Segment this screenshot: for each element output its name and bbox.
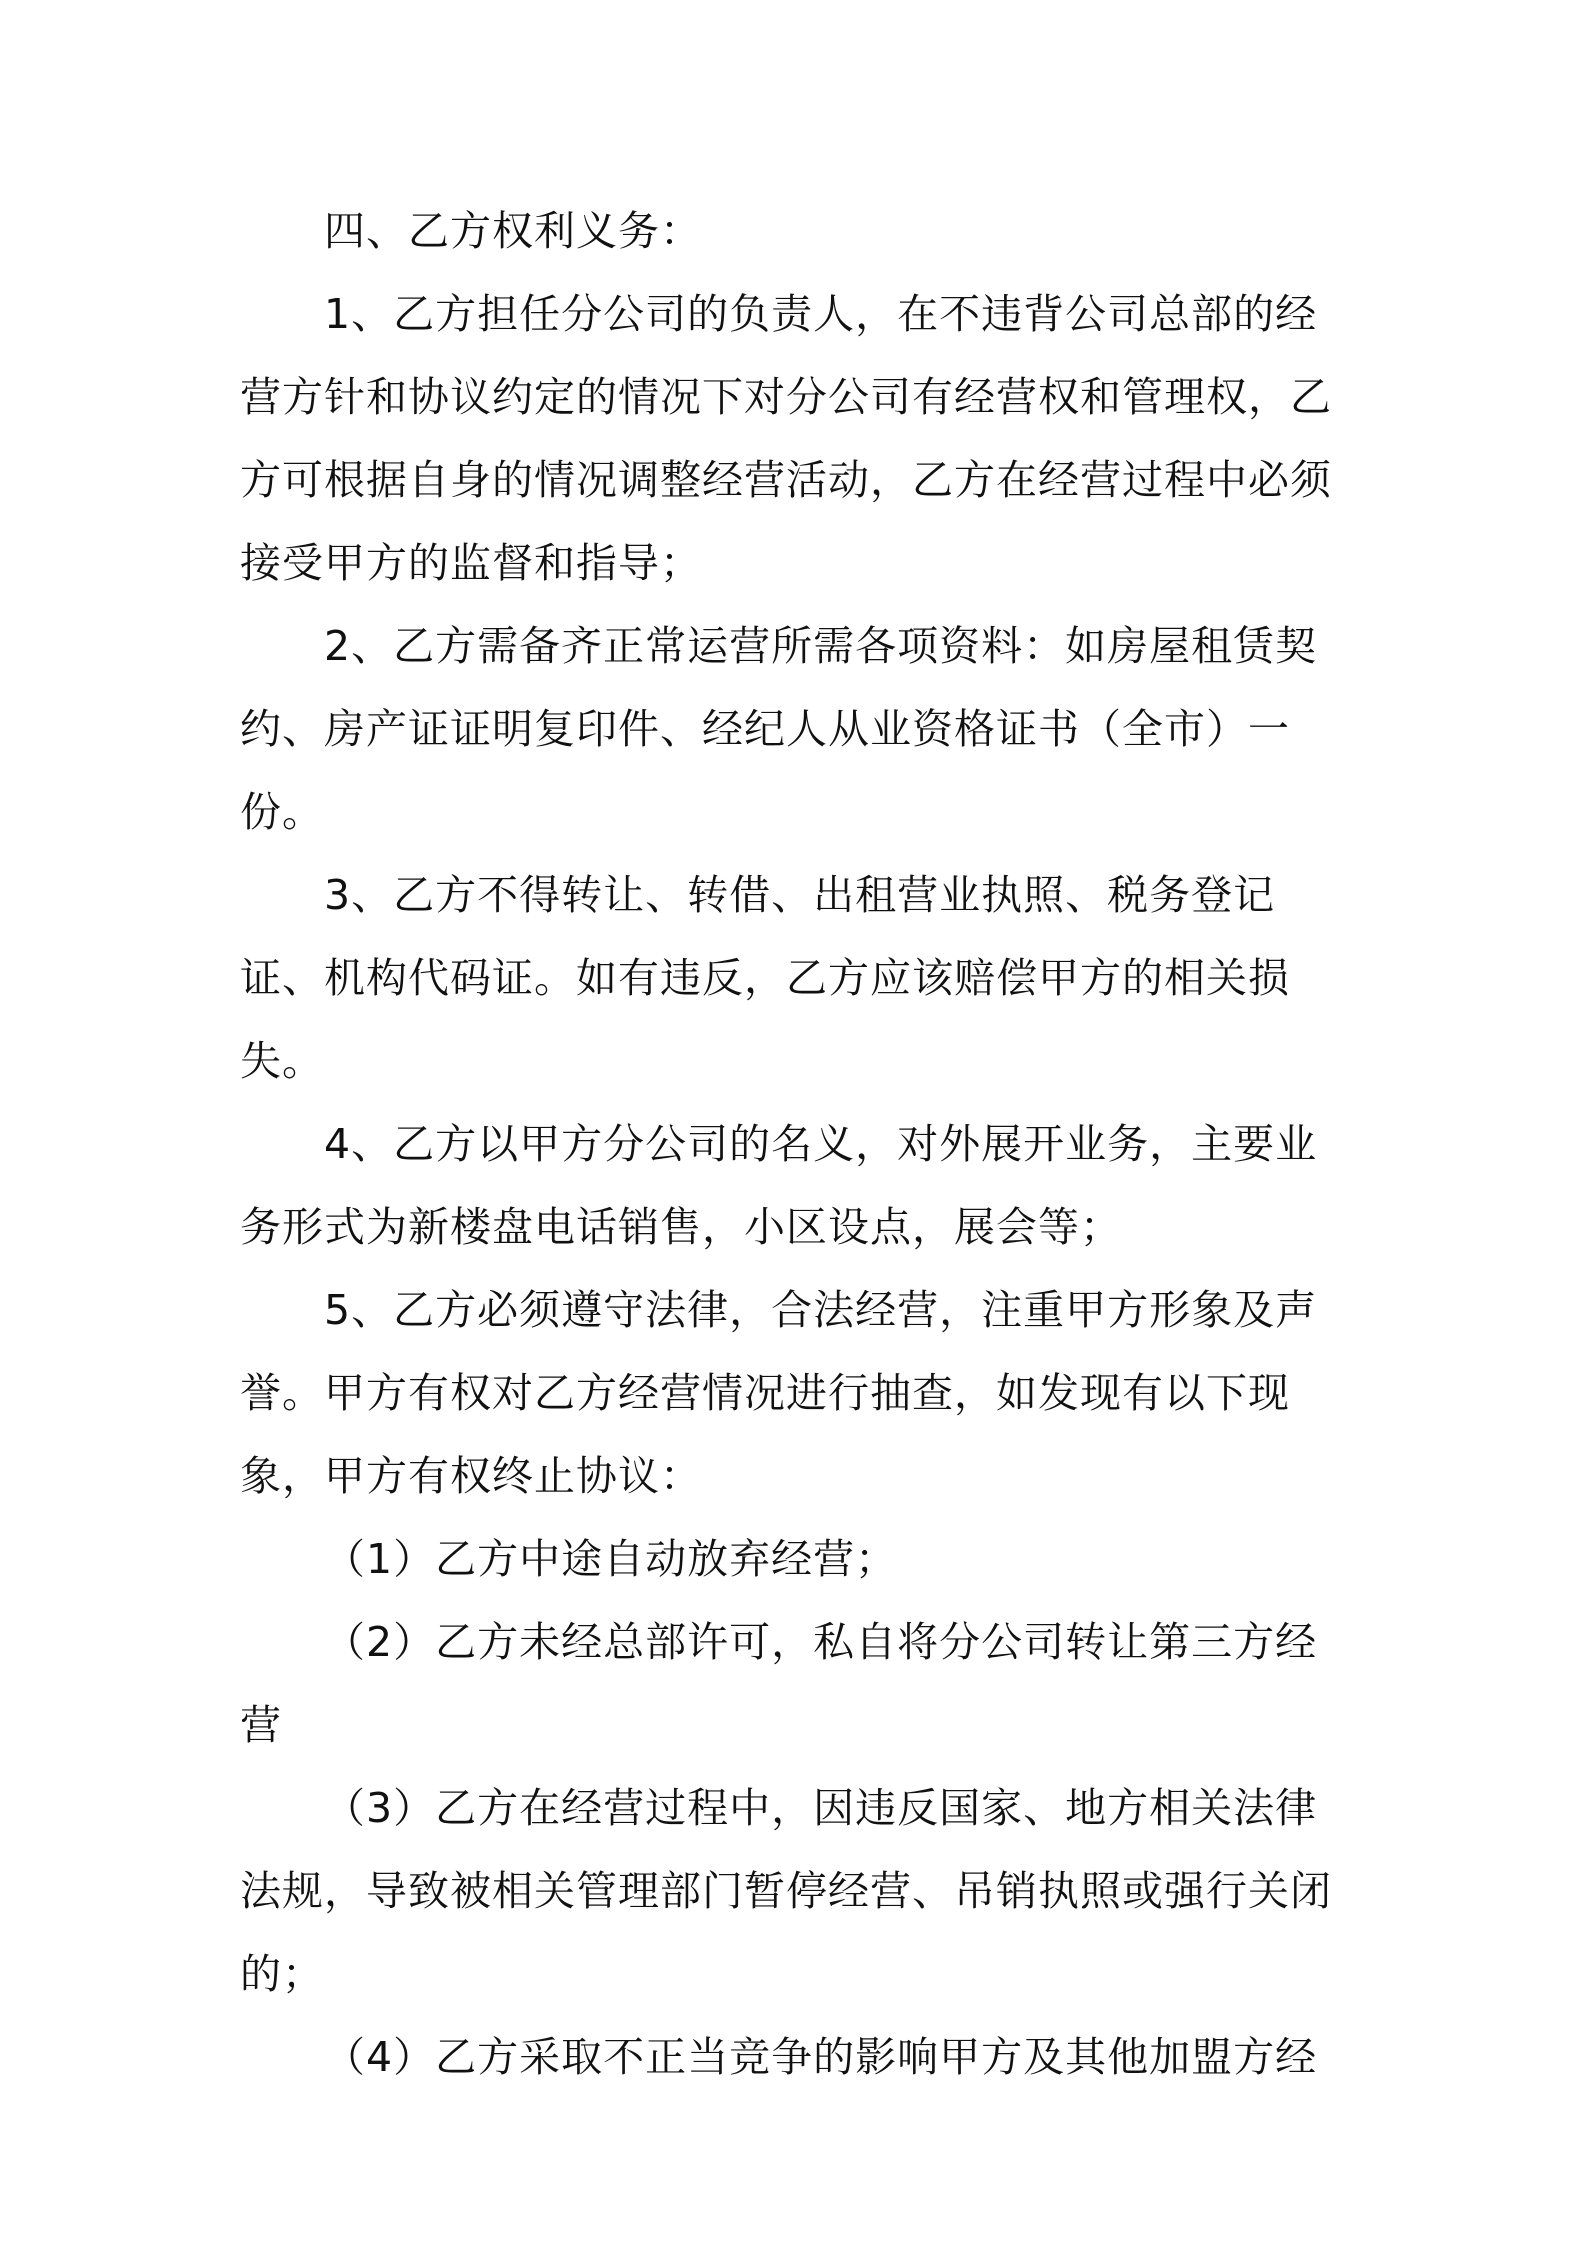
- clause-3: 3、乙方不得转让、转借、出租营业执照、税务登记证、机构代码证。如有违反，乙方应该赔偿甲方的相关损失。: [240, 871, 1290, 1085]
- document-body: [240, 190, 1352, 2099]
- sub-clause-1: （1）乙方中途自动放弃经营；: [324, 1535, 898, 1583]
- sub-clause-2: （2）乙方未经总部许可，私自将分公司转让第三方经营: [240, 1618, 1318, 1749]
- sub-clause-3: （3）乙方在经营过程中，因违反国家、地方相关法律法规，导致被相关管理部门暂停经营、吊销执照或强行关闭的；: [240, 1784, 1332, 1998]
- clause-2: 2、乙方需备齐正常运营所需各项资料：如房屋租赁契约、房产证证明复印件、经纪人从业资格证书（全市）一份。: [240, 622, 1318, 836]
- sub-clause-4: （4）乙方采取不正当竞争的影响甲方及其他加盟方经: [324, 2033, 1318, 2081]
- clause-4: 4、乙方以甲方分公司的名义，对外展开业务，主要业务形式为新楼盘电话销售，小区设点，展会等；: [240, 1120, 1318, 1251]
- section-heading: 四、乙方权利义务：: [324, 207, 702, 255]
- clause-1: 1、乙方担任分公司的负责人，在不违背公司总部的经营方针和协议约定的情况下对分公司有经营权和管理权，乙方可根据自身的情况调整经营活动，乙方在经营过程中必须接受甲方的监督和指导；: [240, 290, 1332, 587]
- clause-5: 5、乙方必须遵守法律，合法经营，注重甲方形象及声誉。甲方有权对乙方经营情况进行抽查，如发现有以下现象，甲方有权终止协议：: [240, 1286, 1318, 1500]
